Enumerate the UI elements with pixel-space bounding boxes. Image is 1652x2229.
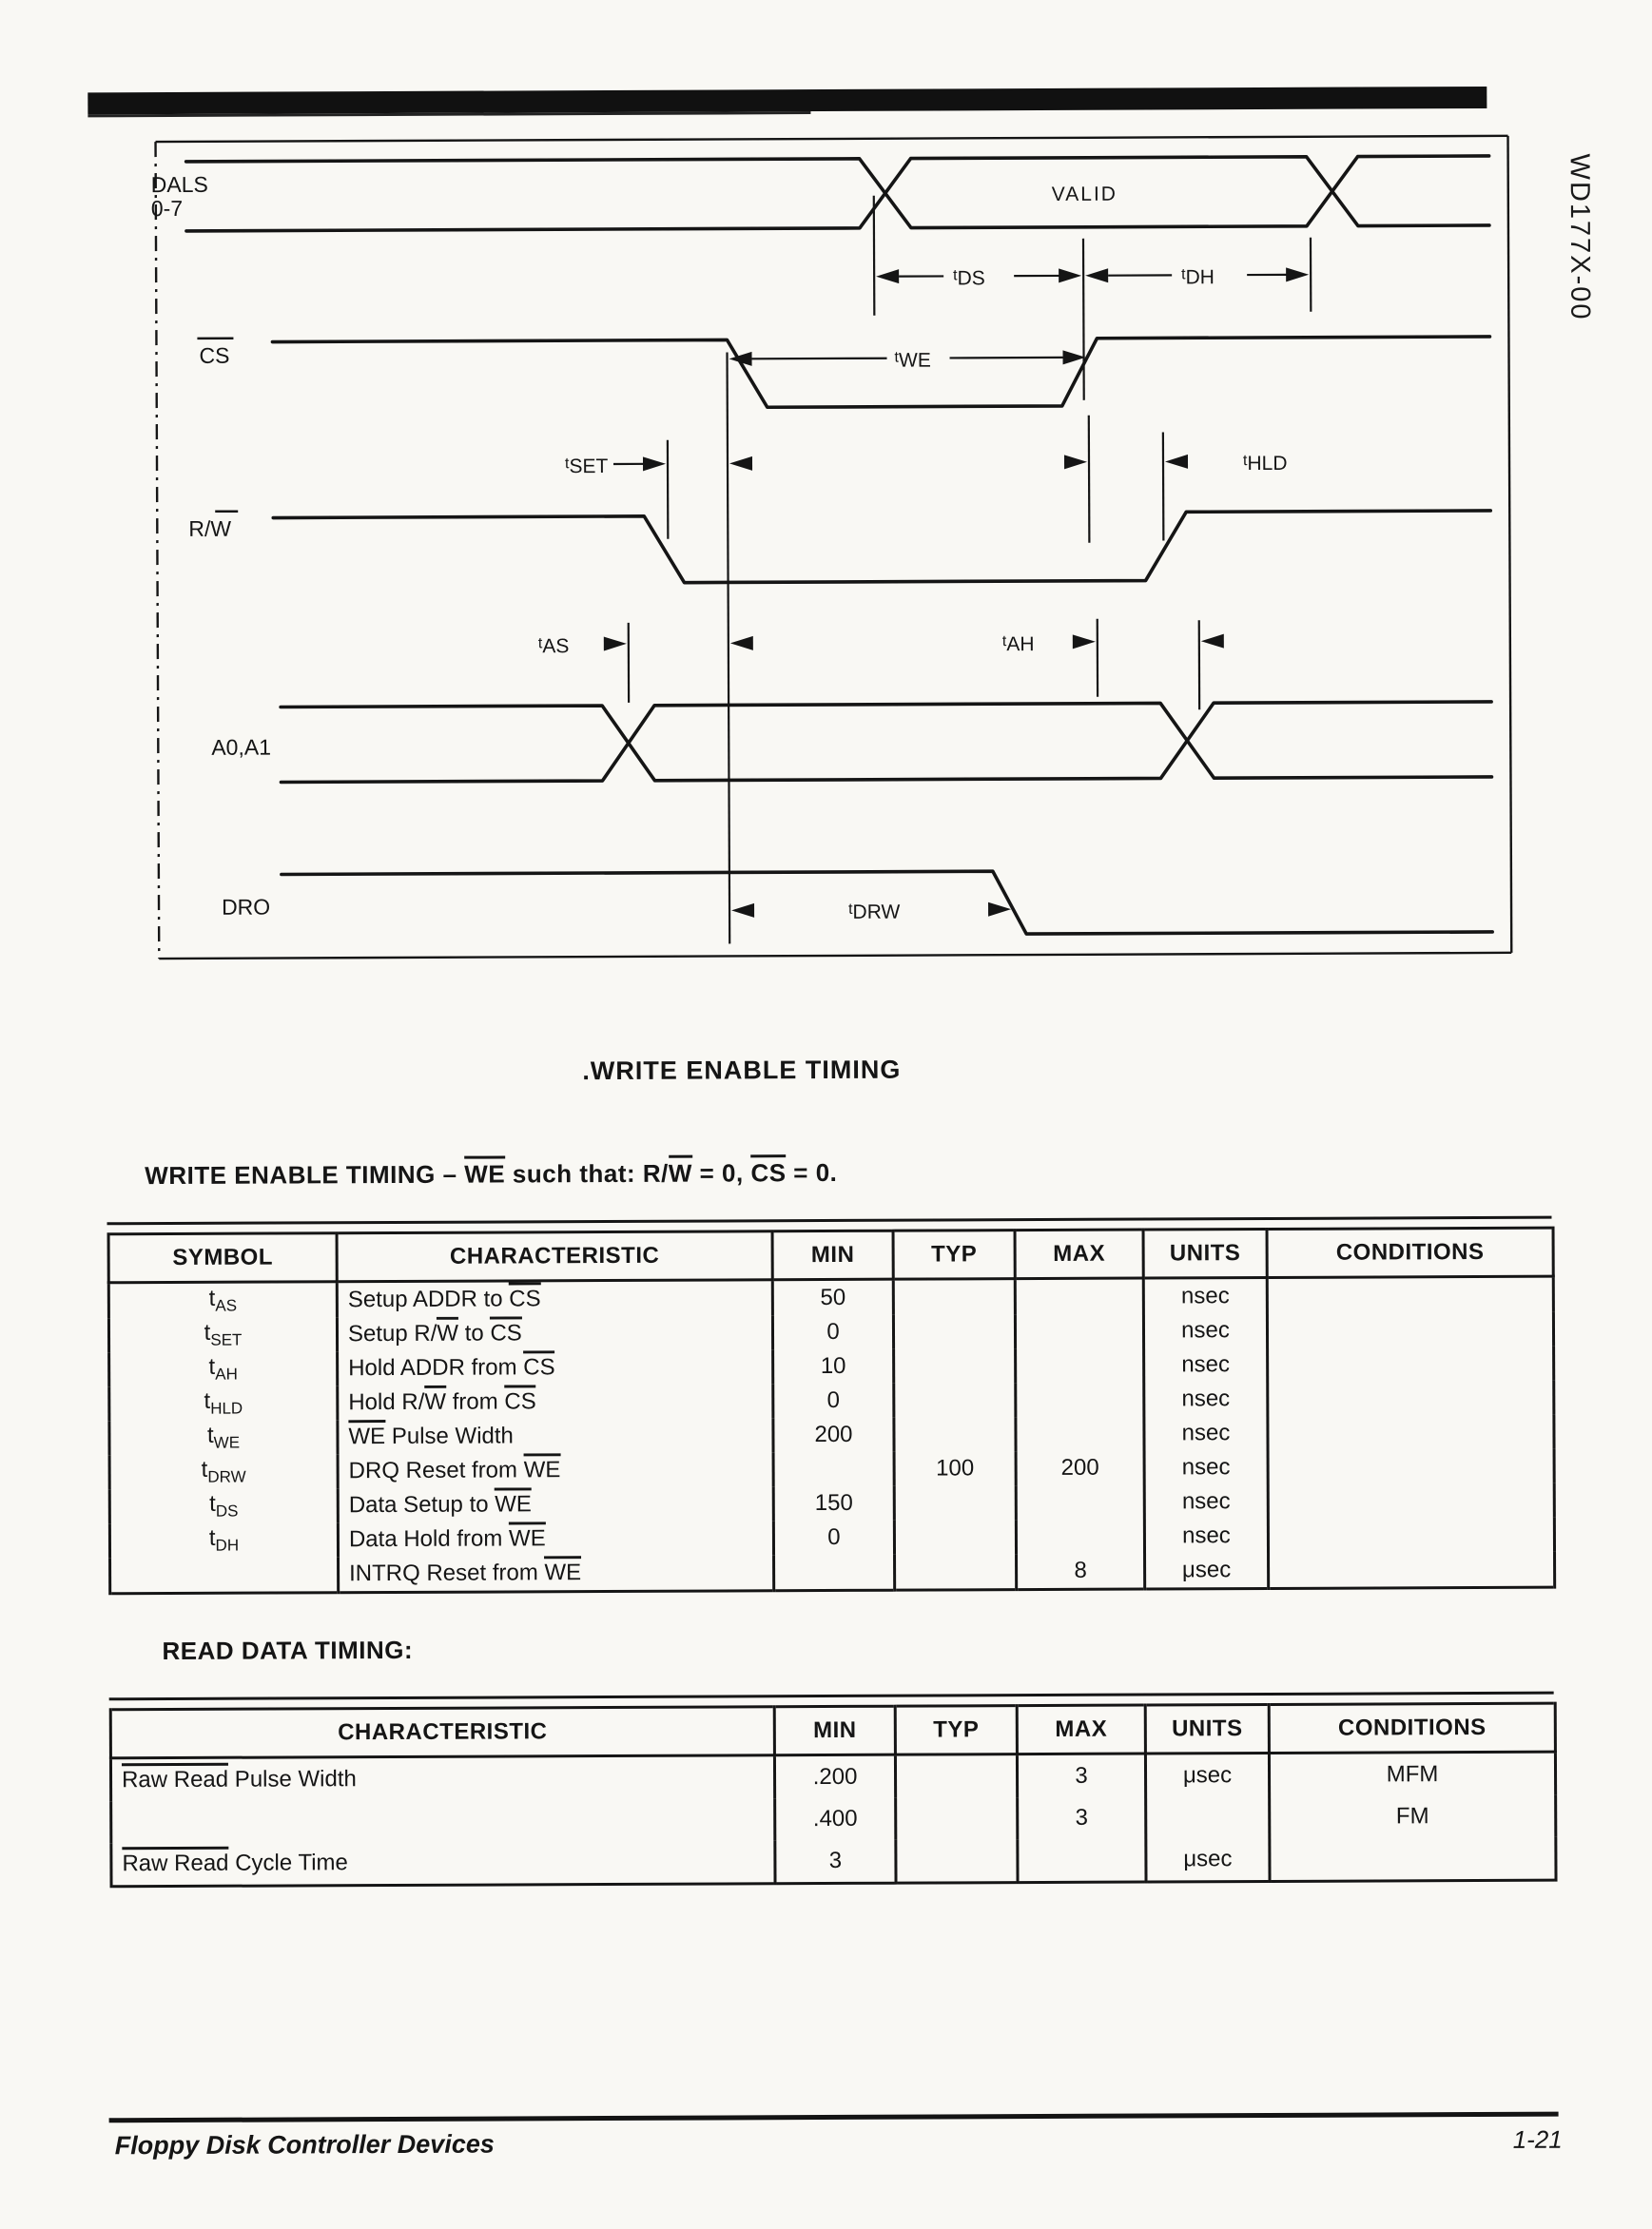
table-row: $t_{DS}$ Data Setup to WE 150 nsec <box>109 1483 1554 1524</box>
label-thld: $^t$HLD <box>1242 452 1288 475</box>
diagram-border <box>156 136 1512 959</box>
table1-top-rule <box>107 1216 1551 1226</box>
col-min: MIN <box>772 1231 893 1280</box>
table-row: $t_{SET}$ Setup R/W to CS 0 nsec <box>108 1312 1553 1353</box>
table-row: $t_{DRW}$ DRQ Reset from WE 100 200 nsec <box>109 1449 1554 1490</box>
table-row: INTRQ Reset from WE 8 μsec <box>110 1552 1555 1594</box>
label-dals-range: 0-7 <box>150 195 184 222</box>
dimension-lines <box>612 194 1313 944</box>
table-row: Raw Read Pulse Width .200 3 μsec MFM <box>110 1752 1555 1801</box>
table2-top-rule <box>109 1692 1554 1701</box>
label-tdrw: $^t$DRW <box>848 901 901 923</box>
col-max: MAX <box>1017 1705 1145 1754</box>
footer-rule <box>109 2112 1559 2123</box>
label-tas: $^t$AS <box>537 635 570 658</box>
label-tah: $^t$AH <box>1001 633 1035 656</box>
write-enable-subtitle: WRITE ENABLE TIMING – WE such that: R/W = 0, CS = 0. <box>145 1158 837 1191</box>
label-tset: $^t$SET <box>564 455 609 478</box>
table-row: $t_{DH}$ Data Hold from WE 0 nsec <box>109 1518 1554 1559</box>
dimension-arrowheads <box>602 267 1312 918</box>
col-typ: TYP <box>895 1706 1017 1755</box>
part-number-vertical: WD177X-00 <box>1564 153 1596 321</box>
col-conditions: CONDITIONS <box>1269 1703 1555 1753</box>
col-typ: TYP <box>893 1231 1015 1280</box>
table-row: $t_{AS}$ Setup ADDR to CS 50 nsec <box>108 1276 1553 1318</box>
timing-labels <box>536 266 1289 924</box>
col-units: UNITS <box>1145 1704 1269 1754</box>
label-valid: VALID <box>1051 183 1118 205</box>
label-rw: R/W <box>188 515 232 541</box>
write-enable-timing-table <box>107 1227 1557 1596</box>
table2-header-row <box>110 1703 1555 1758</box>
col-conditions: CONDITIONS <box>1267 1228 1553 1277</box>
label-twe: $^t$WE <box>894 349 931 372</box>
col-min: MIN <box>774 1706 895 1755</box>
table-row: $t_{WE}$ WE Pulse Width 200 nsec <box>109 1415 1554 1456</box>
table-row: $t_{HLD}$ Hold R/W from CS 0 nsec <box>109 1381 1554 1422</box>
table-row: $t_{AH}$ Hold ADDR from CS 10 nsec <box>109 1347 1554 1387</box>
col-max: MAX <box>1015 1230 1143 1279</box>
table-row: .400 3 FM <box>111 1795 1556 1844</box>
waveform-cs <box>272 337 1489 410</box>
section-divider-bar <box>87 87 1487 114</box>
waveform-addr-bus <box>281 702 1491 783</box>
label-cs: CS <box>199 342 230 368</box>
label-tdh: $^t$DH <box>1181 266 1215 289</box>
table-row: Raw Read Cycle Time 3 μsec <box>111 1837 1556 1887</box>
footer-title: Floppy Disk Controller Devices <box>114 2129 495 2161</box>
waveform-rw <box>273 511 1490 585</box>
label-dals: DALS <box>150 171 208 198</box>
col-characteristic: CHARACTERISTIC <box>337 1231 772 1282</box>
write-enable-timing-diagram <box>119 121 1549 993</box>
diagram-caption: .WRITE ENABLE TIMING <box>582 1055 902 1086</box>
col-characteristic: CHARACTERISTIC <box>110 1707 774 1758</box>
read-data-timing-table <box>109 1702 1558 1889</box>
table1-header-row <box>108 1228 1553 1283</box>
label-drq: DRO <box>221 894 271 920</box>
col-symbol: SYMBOL <box>108 1233 337 1283</box>
page-number: 1-21 <box>1512 2124 1563 2154</box>
col-units: UNITS <box>1143 1229 1267 1278</box>
label-addr: A0,A1 <box>211 734 272 760</box>
label-tds: $^t$DS <box>953 267 985 290</box>
waveform-dals-bus <box>186 156 1489 231</box>
read-data-timing-heading: READ DATA TIMING: <box>162 1635 414 1666</box>
